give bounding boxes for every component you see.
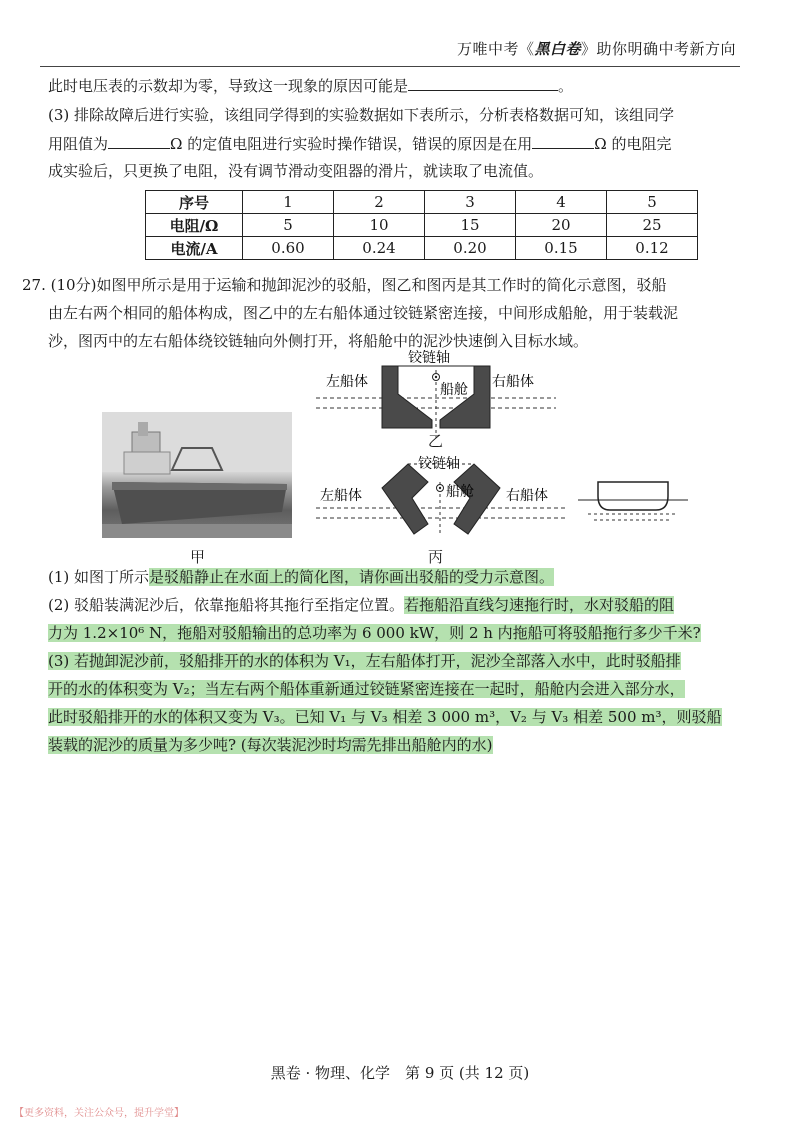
table-cell: 5	[607, 191, 698, 214]
table-cell: 1	[243, 191, 334, 214]
table-cell: 3	[425, 191, 516, 214]
q26-line1-end: 。	[558, 77, 574, 95]
table-header: 序号	[146, 191, 243, 214]
q27-intro-line2: 由左右两个相同的船体构成，图乙中的左右船体通过铰链紧密连接，中间形成船舱，用于装载泥	[48, 304, 679, 322]
table-cell: 0.24	[334, 237, 425, 260]
q27-intro-line3: 沙，图丙中的左右船体绕铰链轴向外侧打开，将船舱中的泥沙快速倒入目标水域。	[48, 332, 589, 350]
table-cell: 20	[516, 214, 607, 237]
left-hull-shape	[382, 366, 432, 428]
barge-photo	[102, 412, 292, 538]
highlighted-text: 开的水的体积变为 V₂；当左右两个船体重新通过铰链紧密连接在一起时，船舱内会进入部分水，	[48, 680, 685, 698]
q26-line4: 成实验后，只更换了电阻，没有调节滑动变阻器的滑片，就读取了电流值。	[48, 162, 544, 180]
watermark: 【更多资料，关注公众号，提升学堂】	[14, 1108, 184, 1119]
table-header: 电流/A	[146, 237, 243, 260]
q27-part3-line3	[48, 706, 722, 728]
table-cell: 2	[334, 191, 425, 214]
figure-bing-diagram	[316, 452, 566, 542]
q26-line3	[48, 132, 671, 155]
hold-label: 船舱	[446, 484, 474, 500]
figure-label-yi: 乙	[428, 432, 444, 450]
table-cell: 10	[334, 214, 425, 237]
question-score: (10分)	[50, 276, 97, 294]
q27-intro1: 如图甲所示是用于运输和抛卸泥沙的驳船，图乙和图丙是其工作时的简化示意图，驳船	[96, 276, 667, 294]
figure-label-bing: 丙	[428, 548, 444, 566]
highlighted-text: 是驳船静止在水面上的简化图，请你画出驳船的受力示意图。	[149, 568, 555, 586]
header-suffix: 》助你明确中考新方向	[580, 40, 736, 58]
highlighted-text: 力为 1.2×10⁶ N，拖船对驳船输出的总功率为 6 000 kW，则 2 h 内拖船可将驳船拖行多少千米?	[48, 624, 701, 642]
table-row	[146, 237, 698, 260]
barge-outline	[598, 482, 668, 510]
q27-part3-line4	[48, 734, 493, 756]
q27-intro-line1	[22, 274, 666, 296]
q27-part3-line2	[48, 678, 685, 700]
question-number: 27.	[22, 276, 46, 294]
right-hull-label: 右船体	[492, 374, 534, 390]
table-row	[146, 191, 698, 214]
hinge-label: 铰链轴	[418, 456, 460, 472]
q27-part1-a: (1) 如图丁所示	[48, 568, 150, 586]
highlighted-text: 装载的泥沙的质量为多少吨? (每次装泥沙时均需先排出船舱内的水)	[48, 736, 493, 754]
answer-blank	[532, 132, 594, 149]
table-cell: 0.15	[516, 237, 607, 260]
hold-label: 船舱	[440, 382, 468, 398]
table-cell: 25	[607, 214, 698, 237]
table-cell: 0.60	[243, 237, 334, 260]
table-header: 电阻/Ω	[146, 214, 243, 237]
figure-ding-diagram	[578, 470, 688, 530]
answer-blank	[108, 132, 170, 149]
header-brand: 黑白卷	[534, 40, 581, 58]
left-hull-label: 左船体	[320, 488, 362, 504]
q27-part2-a: (2) 驳船装满泥沙后，依靠拖船将其拖行至指定位置。	[48, 596, 405, 614]
header-prefix: 万唯中考《	[456, 40, 535, 58]
page-footer: 黑卷 · 物理、化学 第 9 页 (共 12 页)	[270, 1064, 530, 1082]
q27-part2-line2	[48, 622, 701, 644]
page-header	[457, 38, 736, 59]
answer-blank	[408, 74, 558, 91]
table-cell: 0.20	[425, 237, 516, 260]
figure-label-jia: 甲	[190, 548, 206, 566]
header-rule	[40, 66, 740, 67]
q26-line3-b: Ω 的定值电阻进行实验时操作错误，错误的原因是在用	[170, 135, 533, 153]
highlighted-text: 若拖船沿直线匀速拖行时，水对驳船的阻	[404, 596, 675, 614]
table-cell: 0.12	[607, 237, 698, 260]
q26-line1	[48, 74, 573, 97]
q27-part1	[48, 566, 554, 588]
q26-line3-c: Ω 的电阻完	[594, 135, 672, 153]
left-hull-label: 左船体	[326, 374, 368, 390]
q26-line1-text: 此时电压表的示数却为零，导致这一现象的原因可能是	[48, 77, 409, 95]
table-cell: 15	[425, 214, 516, 237]
left-hull-open-shape	[382, 464, 428, 534]
highlighted-text: (3) 若抛卸泥沙前，驳船排开的水的体积为 V₁，左右船体打开，泥沙全部落入水中，此时驳船排	[48, 652, 681, 670]
table-cell: 4	[516, 191, 607, 214]
table-cell: 5	[243, 214, 334, 237]
barge-photo-illustration	[102, 412, 292, 538]
hinge-label: 铰链轴	[408, 350, 450, 366]
highlighted-text: 此时驳船排开的水的体积又变为 V₃。已知 V₁ 与 V₃ 相差 3 000 m³，V₂ 与 V₃ 相差 500 m³，则驳船	[48, 708, 722, 726]
q27-part2-line1	[48, 594, 674, 616]
right-hull-label: 右船体	[506, 488, 548, 504]
q26-line3-a: 用阻值为	[48, 135, 109, 153]
q26-line2: (3) 排除故障后进行实验，该组同学得到的实验数据如下表所示，分析表格数据可知，该组同学	[48, 106, 675, 124]
table-row	[146, 214, 698, 237]
q27-part3-line1	[48, 650, 681, 672]
data-table	[145, 190, 698, 260]
